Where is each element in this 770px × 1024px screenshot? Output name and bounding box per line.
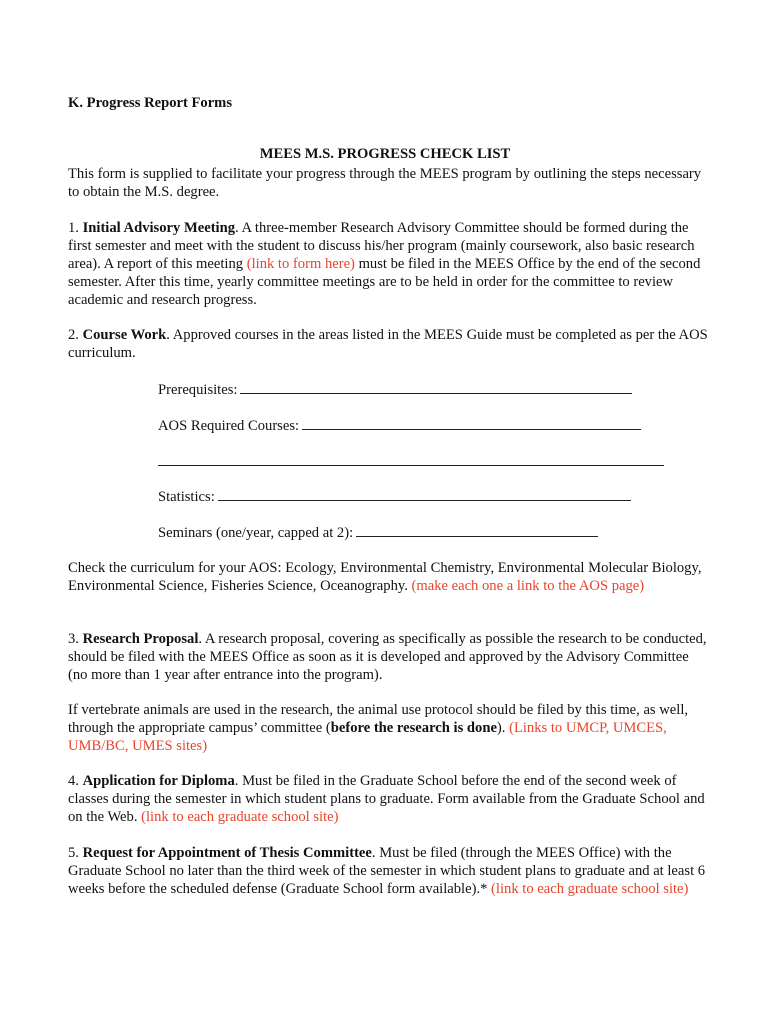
statistics-field [158, 487, 631, 506]
intro-paragraph [68, 165, 708, 201]
seminars-field [158, 523, 598, 542]
item-number: 1. [68, 220, 83, 236]
item-heading: Research Proposal [82, 631, 199, 647]
vertebrate-text: ). [496, 720, 510, 736]
item-application-for-diploma [68, 772, 708, 826]
intro-text: This form is supplied to facilitate your progress through the MEES program by outlining the steps necessary to obtain the M.S. degree. [68, 166, 702, 200]
field-label: AOS Required Courses: [158, 418, 300, 434]
aos-page-link[interactable]: (make each one a link to the AOS page) [411, 578, 645, 594]
graduate-school-link[interactable]: (link to each graduate school site) [491, 881, 689, 897]
aos-required-field [158, 416, 641, 435]
page-title: MEES M.S. PROGRESS CHECK LIST [259, 145, 511, 162]
curriculum-text: Check the curriculum for your AOS: Ecology, Environmental Chemistry, Environmental Molecular Biology, Environmental Science, Fisheries Science, Oceanography. [68, 560, 702, 594]
item-text: . Must be filed in the Graduate School before the end of the second week of classes during the semester in which student plans to graduate. Form available from the Graduate School and on the Web. [68, 773, 705, 825]
field-label: Statistics: [158, 489, 215, 505]
form-link[interactable]: (link to form here) [246, 256, 355, 272]
vertebrate-paragraph [68, 701, 708, 755]
vertebrate-text: If vertebrate animals are used in the research, the animal use protocol should be filed by this time, as well, through the appropriate campus’ committee ( [68, 702, 689, 736]
statistics-blank[interactable] [218, 487, 631, 501]
item-heading: Request for Appointment of Thesis Committee [82, 845, 372, 861]
aos-required-blank[interactable] [302, 416, 641, 430]
prerequisites-blank[interactable] [240, 380, 632, 394]
item-text: . A research proposal, covering as specifically as possible the research to be conducted, should be filed with the MEES Office as soon as it is developed and approved by the Advisory Committee (no more than 1 year after entrance into the program). [68, 631, 707, 683]
item-heading: Application for Diploma [82, 773, 235, 789]
seminars-blank[interactable] [356, 523, 598, 537]
item-heading: Initial Advisory Meeting [82, 220, 236, 236]
aos-extra-field [158, 452, 664, 471]
curriculum-paragraph [68, 559, 708, 595]
vertebrate-emphasis: before the research is done [330, 720, 497, 736]
prerequisites-field [158, 380, 632, 399]
item-text: must be filed in the MEES Office by the end of the second semester. After this time, yearly committee meetings are to be held in order for the committee to review academic and research progress. [68, 256, 701, 308]
item-text: . Approved courses in the areas listed in the MEES Guide must be completed as per the AOS curriculum. [68, 327, 708, 361]
item-thesis-committee [68, 844, 708, 898]
item-number: 4. [68, 773, 83, 789]
item-text: . A three-member Research Advisory Committee should be formed during the first semester and meet with the student to discuss his/her program (mainly coursework, also basic research area). A report of this meeting [68, 220, 695, 272]
section-heading: K. Progress Report Forms [68, 95, 233, 111]
aos-extra-blank[interactable] [158, 452, 664, 466]
campus-links[interactable]: (Links to UMCP, UMCES, UMB/BC, UMES sites) [68, 720, 667, 754]
item-number: 5. [68, 845, 83, 861]
field-label: Prerequisites: [158, 382, 238, 398]
item-number: 3. [68, 631, 83, 647]
item-initial-advisory-meeting [68, 219, 708, 309]
item-heading: Course Work [82, 327, 167, 343]
item-number: 2. [68, 327, 83, 343]
item-research-proposal [68, 630, 708, 684]
graduate-school-link[interactable]: (link to each graduate school site) [141, 809, 339, 825]
field-label: Seminars (one/year, capped at 2): [158, 525, 354, 541]
item-course-work [68, 326, 708, 362]
item-text: . Must be filed (through the MEES Office) with the Graduate School no later than the third week of the semester in which student plans to graduate and at least 6 weeks before the scheduled defense (Graduate School form available).* [68, 845, 706, 897]
